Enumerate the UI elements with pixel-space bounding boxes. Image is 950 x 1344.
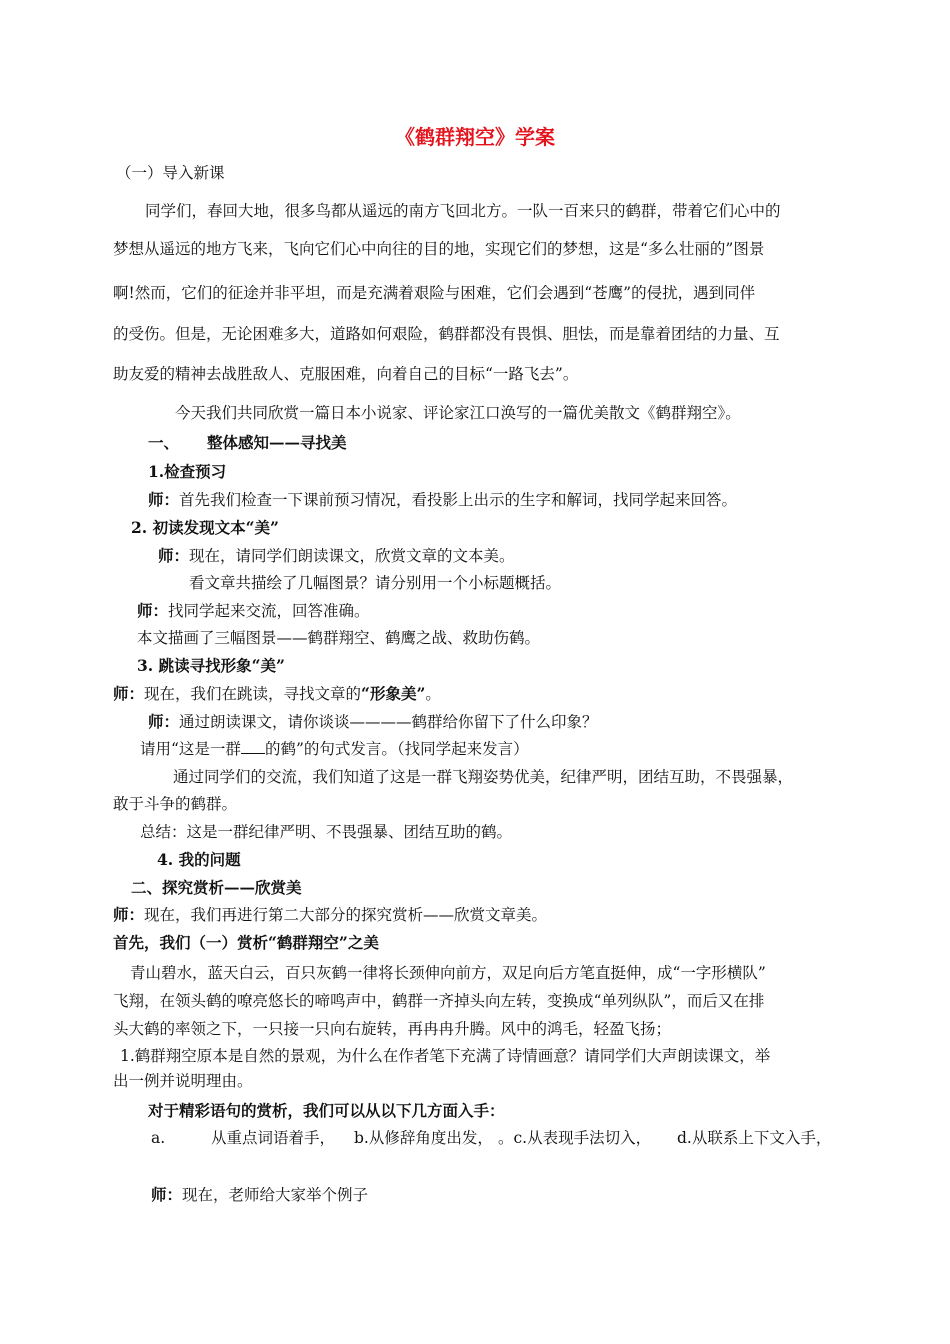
part1-title: 整体感知——寻找美 xyxy=(207,433,347,452)
fill-blank xyxy=(241,739,265,754)
today-paragraph: 今天我们共同欣赏一篇日本小说家、评论家江口涣写的一篇优美散文《鹤群翔空》。 xyxy=(175,404,741,422)
method-a-label: a. xyxy=(151,1129,166,1147)
document-title: 《鹤群翔空》学案 xyxy=(395,125,555,149)
last-teacher: 师：现在，老师给大家举个例子 xyxy=(151,1185,369,1204)
section-heading: （一）导入新课 xyxy=(116,164,225,182)
item4-heading: 4. 我的问题 xyxy=(157,850,241,869)
question-1-line-1: 1.鹤群翔空原本是自然的景观，为什么在作者笔下充满了诗情画意？请同学们大声朗读课文，举 xyxy=(120,1047,771,1065)
method-a: 从重点词语着手， xyxy=(211,1129,336,1147)
item1-text: 师：首先我们检查一下课前预习情况，看投影上出示的生字和解词，找同学起来回答。 xyxy=(148,490,738,509)
item3-conclusion-1: 通过同学们的交流，我们知道了这是一群飞翔姿势优美，纪律严明，团结互助，不畏强暴， xyxy=(173,768,794,786)
intro-line-1: 同学们，春回大地，很多鸟都从遥远的南方飞回北方。一队一百来只的鹤群，带着它们心中的 xyxy=(145,202,781,220)
part2-teacher: 师：现在，我们再进行第二大部分的探究赏析——欣赏文章美。 xyxy=(113,905,548,924)
intro-line-3: 啊!然而，它们的征途并非平坦，而是充满着艰险与困难，它们会遇到“苍鹰”的侵扰，遇到同伴 xyxy=(113,284,756,302)
item2-teacher-2: 师：找同学起来交流，回答准确。 xyxy=(137,601,370,620)
item1-heading: 1.检查预习 xyxy=(148,462,227,481)
method-c: 。c.从表现手法切入， xyxy=(498,1129,652,1147)
item2-heading: 2. 初读发现文本“美” xyxy=(131,518,279,537)
part1-number: 一、 xyxy=(148,433,180,452)
part2-first: 首先，我们（一）赏析“鹤群翔空”之美 xyxy=(113,933,379,952)
item3-conclusion-2: 敢于斗争的鹤群。 xyxy=(113,795,238,813)
scene-line-3: 头大鹤的率领之下，一只接一只向右旋转，再冉冉升腾。风中的鸿毛，轻盈飞扬； xyxy=(113,1020,672,1038)
method-intro: 对于精彩语句的赏析，我们可以从以下几方面入手： xyxy=(148,1101,505,1120)
item2-answer: 本文描画了三幅图景——鹤群翔空、鹤鹰之战、救助伤鹤。 xyxy=(137,629,541,647)
question-1-line-2: 出一例并说明理由。 xyxy=(113,1072,253,1090)
intro-line-5: 助友爱的精神去战胜敌人、克服困难，向着自己的目标“一路飞去”。 xyxy=(113,365,579,383)
item3-heading: 3. 跳读寻找形象“美” xyxy=(137,656,285,675)
method-b: b.从修辞角度出发， xyxy=(354,1129,493,1147)
item2-question: 看文章共描绘了几幅图景？请分别用一个小标题概括。 xyxy=(189,574,562,592)
item3-teacher-2: 师：通过朗读课文，请你谈谈————鹤群给你留下了什么印象？ xyxy=(148,712,598,731)
item2-text: 师：现在，请同学们朗读课文，欣赏文章的文本美。 xyxy=(158,546,515,565)
scene-line-2: 飞翔，在领头鹤的嘹亮悠长的啼鸣声中，鹤群一齐掉头向左转，变换成“单列纵队”，而后又在排 xyxy=(113,992,765,1010)
method-d: d.从联系上下文入手， xyxy=(677,1129,832,1147)
part2-heading: 二、探究赏析——欣赏美 xyxy=(131,878,302,897)
intro-line-2: 梦想从遥远的地方飞来，飞向它们心中向往的目的地，实现它们的梦想，这是“多么壮丽的”图景 xyxy=(113,240,765,258)
intro-line-4: 的受伤。但是，无论困难多大，道路如何艰险，鹤群都没有畏惧、胆怯，而是靠着团结的力量、互 xyxy=(113,325,780,343)
item3-teacher-1: 师：现在，我们在跳读，寻找文章的“形象美”。 xyxy=(113,684,441,703)
item3-sentence-pattern: 请用“这是一群 的鹤”的句式发言。（找同学起来发言） xyxy=(140,740,529,758)
item3-summary: 总结：这是一群纪律严明、不畏强暴、团结互助的鹤。 xyxy=(140,823,513,841)
scene-line-1: 青山碧水，蓝天白云，百只灰鹤一律将长颈伸向前方，双足向后方笔直挺伸，成“一字形横队” xyxy=(130,964,766,982)
